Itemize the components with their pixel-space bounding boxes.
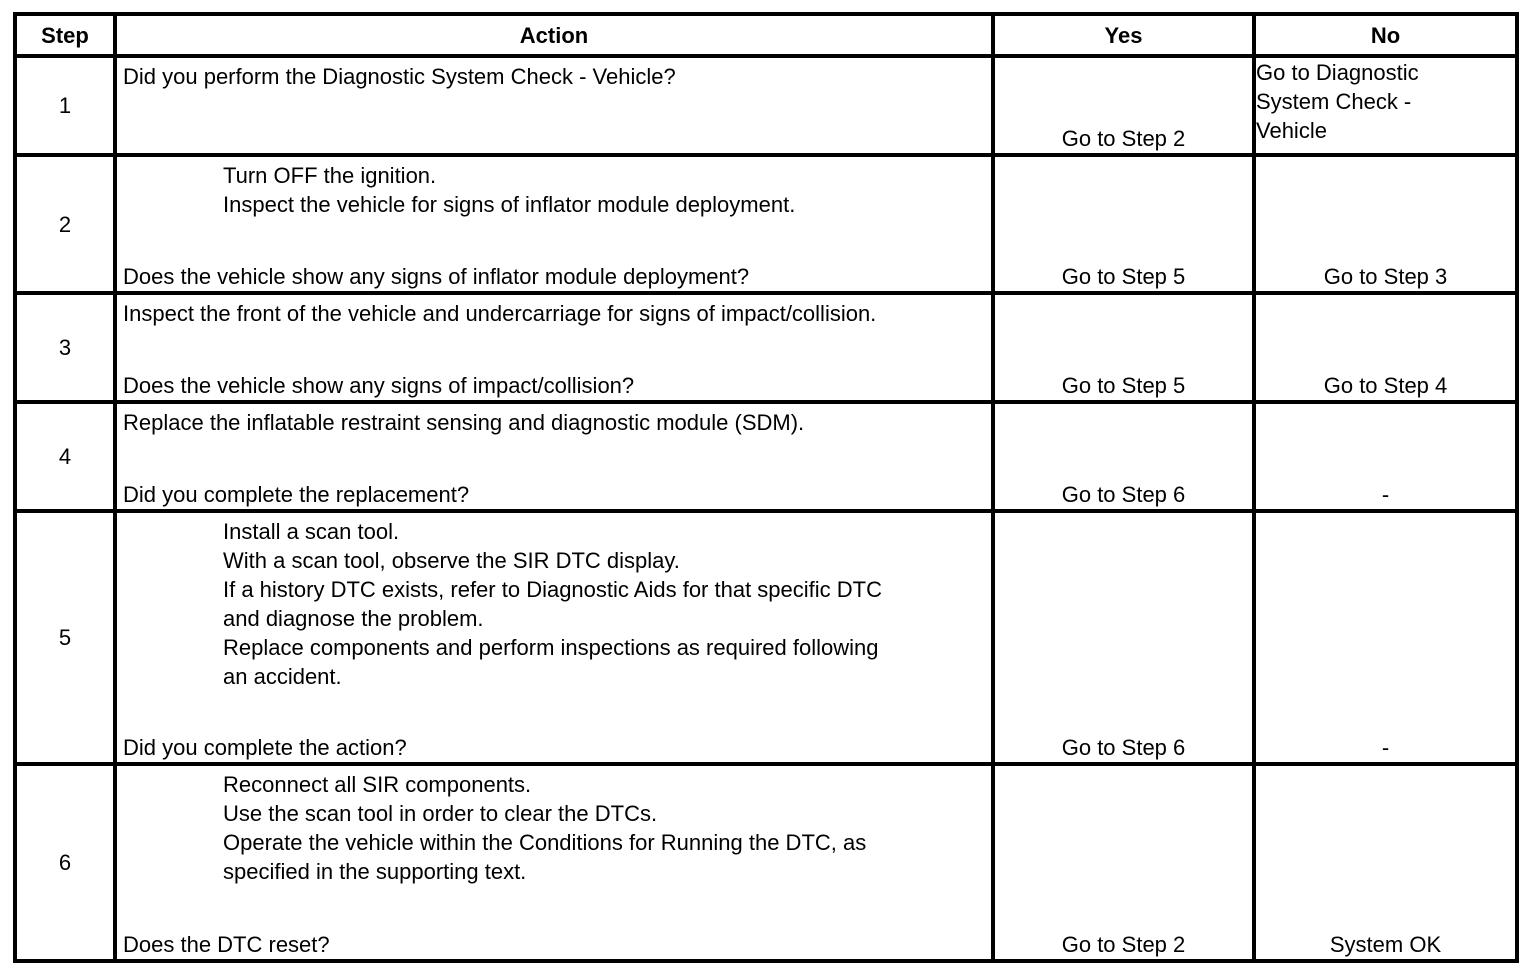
action-step: Use the scan tool in order to clear the DTCs. bbox=[223, 801, 658, 826]
no-line: Vehicle bbox=[1256, 118, 1327, 143]
action-step: and diagnose the problem. bbox=[223, 606, 484, 631]
action-step: Reconnect all SIR components. bbox=[223, 772, 532, 797]
no-cell: - bbox=[1254, 402, 1517, 511]
action-question: Did you perform the Diagnostic System Check - Vehicle? bbox=[123, 64, 676, 89]
action-cell bbox=[115, 511, 993, 764]
action-cell bbox=[115, 293, 993, 402]
action-cell bbox=[115, 764, 993, 961]
no-cell: System OK bbox=[1254, 764, 1517, 961]
action-steps bbox=[123, 161, 987, 219]
action-step: an accident. bbox=[223, 664, 342, 689]
table-row bbox=[15, 155, 1517, 293]
table-row bbox=[15, 56, 1517, 155]
yes-cell: Go to Step 5 bbox=[993, 155, 1254, 293]
header-no: No bbox=[1254, 14, 1517, 56]
action-question: Did you complete the action? bbox=[123, 735, 407, 760]
action-question: Does the vehicle show any signs of inflator module deployment? bbox=[123, 264, 750, 289]
action-cell bbox=[115, 155, 993, 293]
yes-cell: Go to Step 5 bbox=[993, 293, 1254, 402]
action-statement: Replace the inflatable restraint sensing and diagnostic module (SDM). bbox=[123, 410, 805, 435]
action-step: With a scan tool, observe the SIR DTC display. bbox=[223, 548, 680, 573]
no-line: System Check - bbox=[1256, 89, 1412, 114]
action-question: Does the DTC reset? bbox=[123, 932, 330, 957]
no-cell: Go to Step 3 bbox=[1254, 155, 1517, 293]
header-action: Action bbox=[115, 14, 993, 56]
action-question: Did you complete the replacement? bbox=[123, 482, 470, 507]
header-row bbox=[15, 14, 1517, 56]
table-row bbox=[15, 402, 1517, 511]
table-row bbox=[15, 511, 1517, 764]
action-step: Operate the vehicle within the Conditions for Running the DTC, as bbox=[223, 830, 867, 855]
yes-cell: Go to Step 2 bbox=[993, 56, 1254, 155]
diagnostic-table bbox=[13, 12, 1519, 963]
table-row bbox=[15, 293, 1517, 402]
header-yes: Yes bbox=[993, 14, 1254, 56]
yes-cell: Go to Step 6 bbox=[993, 402, 1254, 511]
action-steps bbox=[123, 770, 987, 886]
header-step: Step bbox=[15, 14, 115, 56]
action-step: If a history DTC exists, refer to Diagnostic Aids for that specific DTC bbox=[223, 577, 882, 602]
action-step: Turn OFF the ignition. bbox=[223, 163, 437, 188]
action-cell bbox=[115, 56, 993, 155]
action-cell bbox=[115, 402, 993, 511]
no-cell: Go to Step 4 bbox=[1254, 293, 1517, 402]
action-step: Replace components and perform inspections as required following bbox=[223, 635, 879, 660]
action-step: specified in the supporting text. bbox=[223, 859, 527, 884]
table-row bbox=[15, 764, 1517, 961]
no-cell bbox=[1254, 56, 1517, 155]
no-cell: - bbox=[1254, 511, 1517, 764]
action-question: Does the vehicle show any signs of impact/collision? bbox=[123, 373, 635, 398]
step-number: 4 bbox=[15, 402, 115, 511]
no-line: Go to Diagnostic bbox=[1256, 60, 1419, 85]
step-number: 1 bbox=[15, 56, 115, 155]
step-number: 3 bbox=[15, 293, 115, 402]
yes-cell: Go to Step 6 bbox=[993, 511, 1254, 764]
action-statement: Inspect the front of the vehicle and undercarriage for signs of impact/collision. bbox=[123, 301, 877, 326]
action-step: Inspect the vehicle for signs of inflator module deployment. bbox=[223, 192, 796, 217]
action-step: Install a scan tool. bbox=[223, 519, 400, 544]
step-number: 6 bbox=[15, 764, 115, 961]
step-number: 2 bbox=[15, 155, 115, 293]
action-steps bbox=[123, 517, 987, 691]
step-number: 5 bbox=[15, 511, 115, 764]
yes-cell: Go to Step 2 bbox=[993, 764, 1254, 961]
